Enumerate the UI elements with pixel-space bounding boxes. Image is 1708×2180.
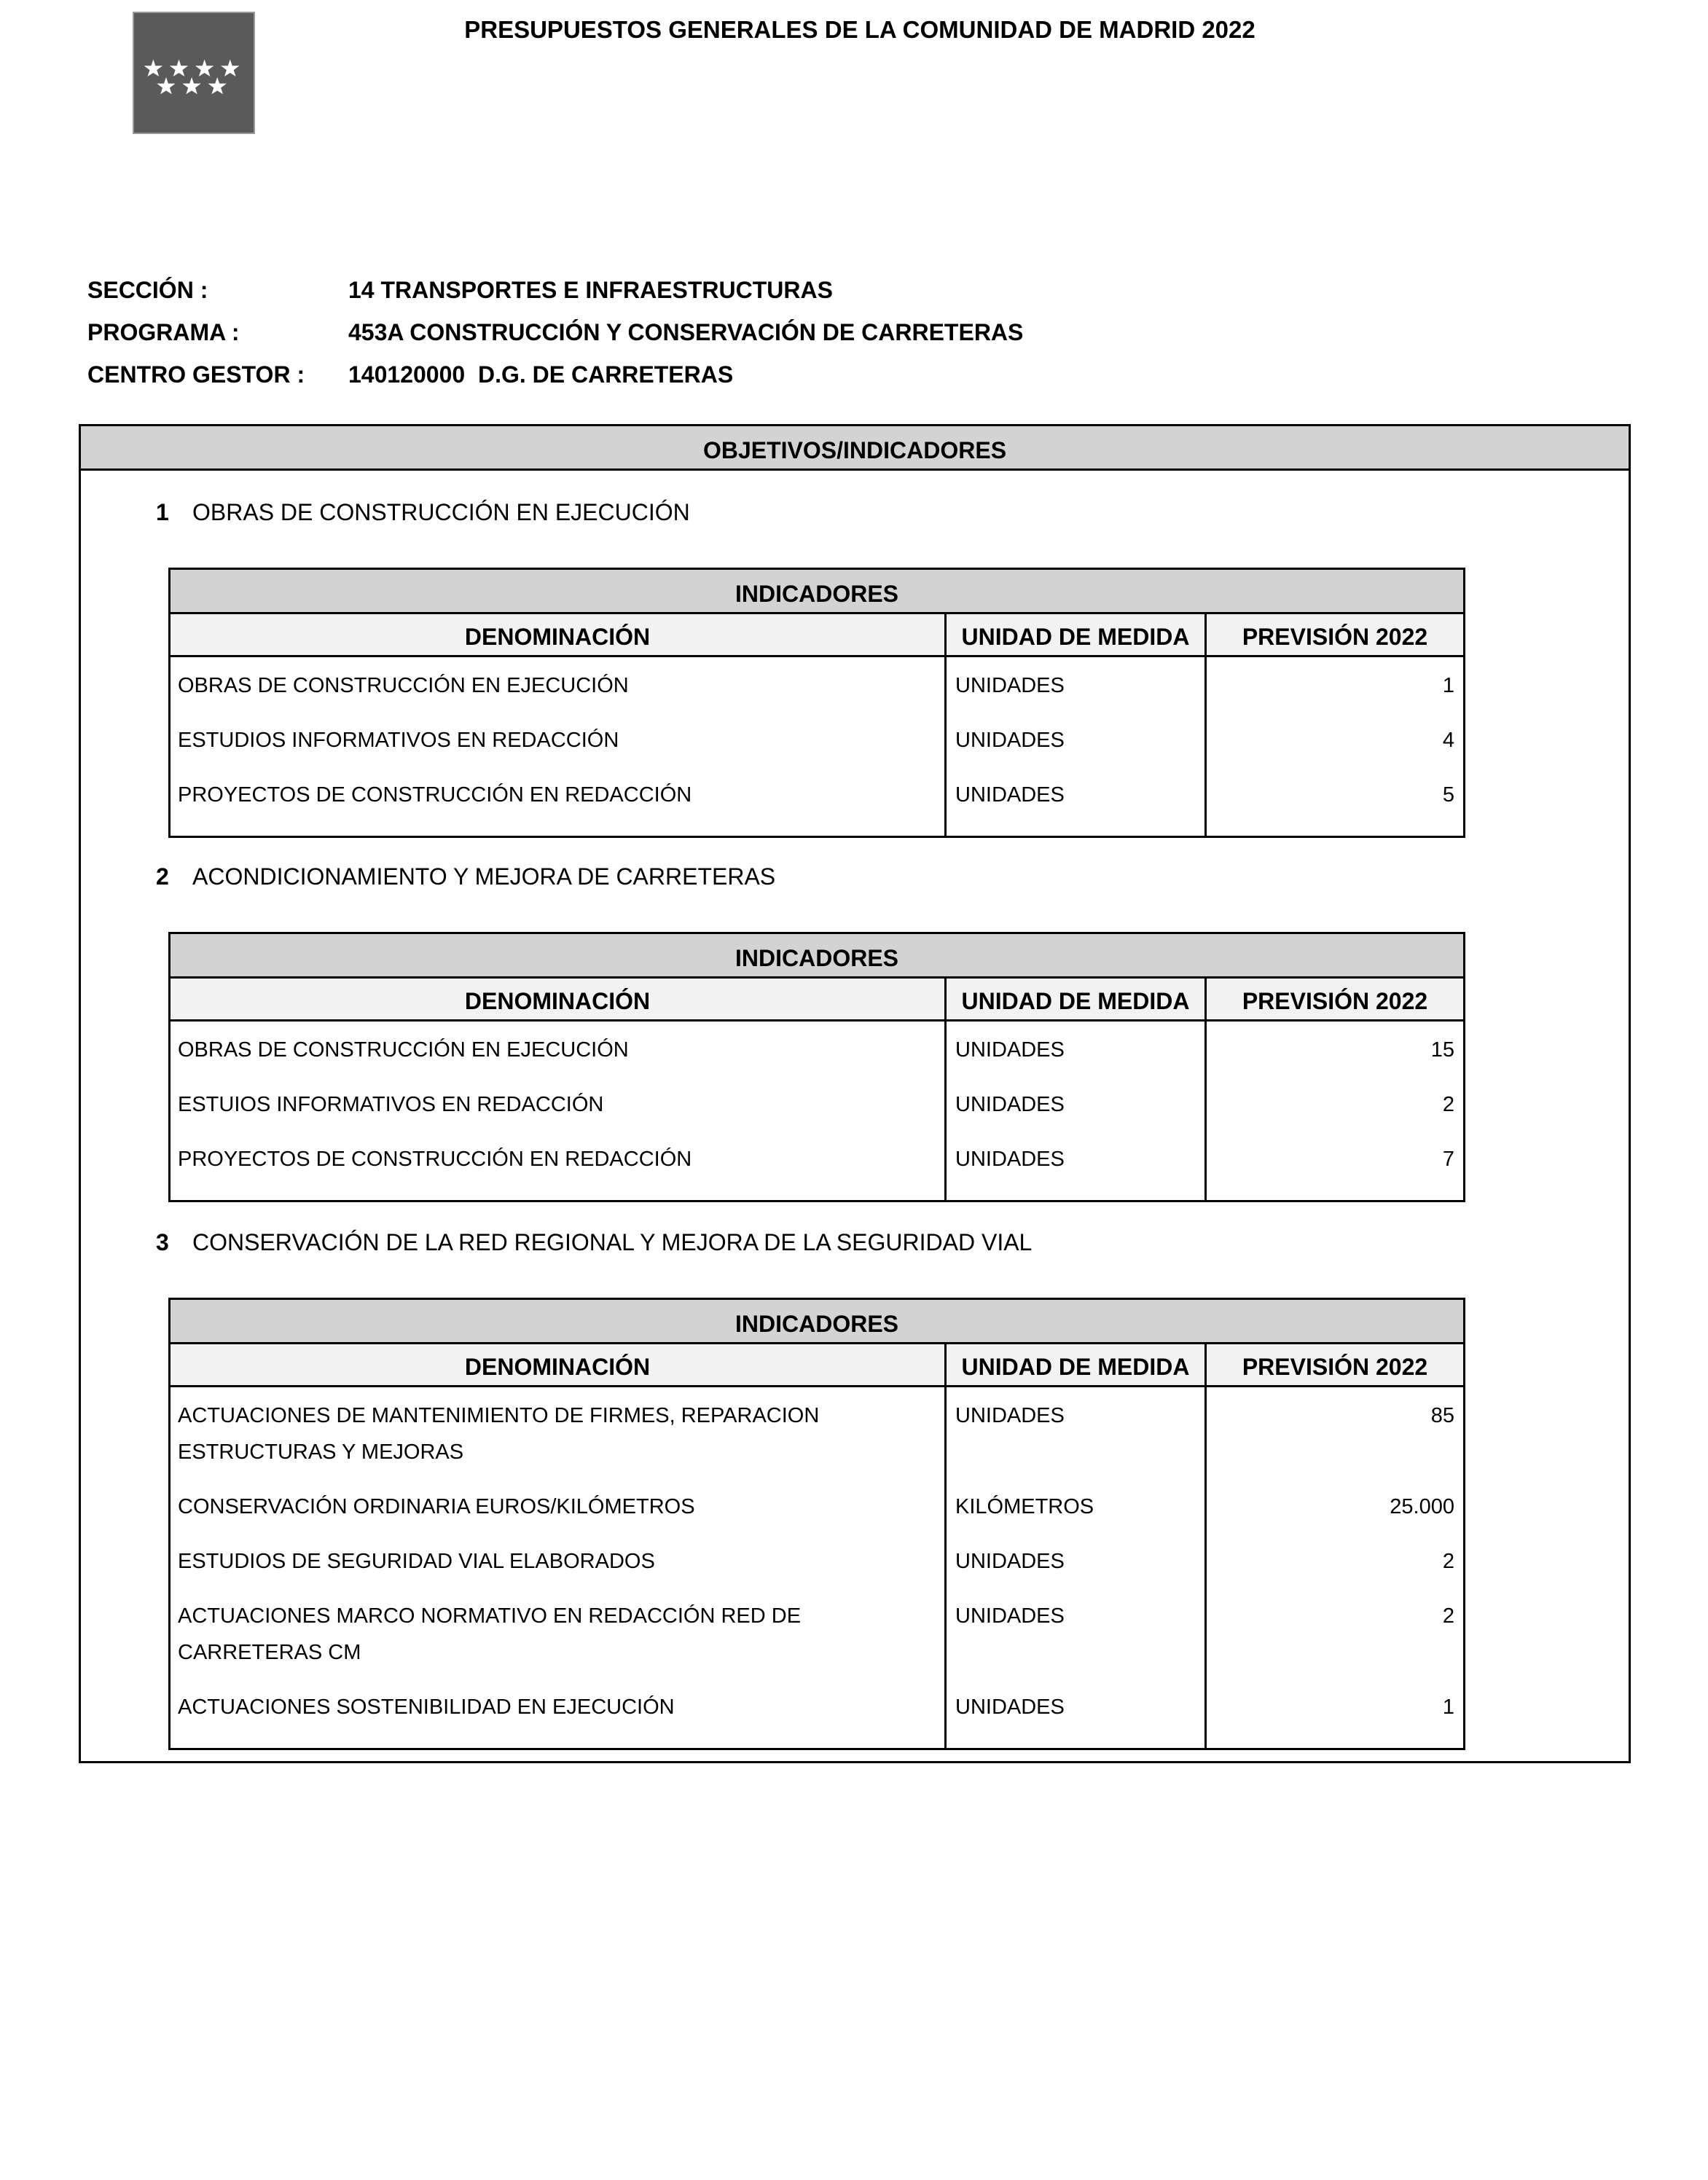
objective-number: 3 [156, 1229, 169, 1255]
table-cell: 4 [1442, 729, 1454, 752]
col-denominacion: DENOMINACIÓN [171, 979, 947, 1019]
denominacion-column [171, 1387, 947, 1748]
centro-gestor-value: 140120000 D.G. DE CARRETERAS [348, 361, 734, 388]
star-icon [182, 77, 200, 94]
objective-number: 2 [156, 863, 169, 890]
table-cell: 7 [1442, 1148, 1454, 1171]
objective-2-title [156, 863, 775, 890]
document-title: PRESUPUESTOS GENERALES DE LA COMUNIDAD DE MADRID 2022 [464, 16, 1255, 43]
objective-title: OBRAS DE CONSTRUCCIÓN EN EJECUCIÓN [192, 499, 690, 525]
objective-title: ACONDICIONAMIENTO Y MEJORA DE CARRETERAS [192, 863, 776, 890]
table-cell: 2 [1442, 1093, 1454, 1116]
prevision-column [1207, 1022, 1463, 1200]
star-icon [157, 77, 175, 94]
table-cell: UNIDADES [955, 1550, 1065, 1573]
table-cell: 25.000 [1390, 1495, 1454, 1518]
objective-3-title [156, 1229, 1032, 1256]
denominacion-column [171, 657, 947, 836]
table-cell: 2 [1442, 1604, 1454, 1628]
indicadores-table-1 [168, 568, 1465, 838]
unidad-column [947, 657, 1207, 836]
table-cell: OBRAS DE CONSTRUCCIÓN EN EJECUCIÓN [178, 674, 629, 697]
table-cell: 15 [1430, 1038, 1454, 1062]
table-cell: UNIDADES [955, 1148, 1065, 1171]
table-cell: 1 [1442, 674, 1454, 697]
unidad-column [947, 1387, 1207, 1748]
col-denominacion: DENOMINACIÓN [171, 614, 947, 655]
table-header-row [171, 614, 1463, 657]
star-icon [221, 59, 239, 76]
col-unidad: UNIDAD DE MEDIDA [947, 614, 1207, 655]
col-denominacion: DENOMINACIÓN [171, 1344, 947, 1385]
table-cell: UNIDADES [955, 1038, 1065, 1062]
indicadores-title: INDICADORES [171, 934, 1463, 979]
denominacion-column [171, 1022, 947, 1200]
table-body [171, 1022, 1463, 1200]
objetivos-box [79, 424, 1631, 1763]
star-icon [144, 59, 162, 76]
col-prevision: PREVISIÓN 2022 [1242, 624, 1428, 650]
table-cell: ACTUACIONES SOSTENIBILIDAD EN EJECUCIÓN [178, 1695, 675, 1719]
table-cell: ESTUIOS INFORMATIVOS EN REDACCIÓN [178, 1093, 604, 1116]
table-cell: CARRETERAS CM [178, 1641, 361, 1664]
star-icon [170, 59, 188, 76]
programa-value: 453A CONSTRUCCIÓN Y CONSERVACIÓN DE CARRETERAS [348, 319, 1024, 345]
centro-gestor-label: CENTRO GESTOR : [87, 361, 305, 388]
table-body [171, 657, 1463, 836]
table-body [171, 1387, 1463, 1748]
table-header-row [171, 1344, 1463, 1387]
table-cell: 1 [1442, 1695, 1454, 1719]
objective-1-title [156, 499, 690, 526]
programa-label: PROGRAMA : [87, 319, 240, 345]
seccion-label: SECCIÓN : [87, 277, 208, 303]
table-header-row [171, 979, 1463, 1022]
star-icon [195, 59, 214, 76]
prevision-column [1207, 1387, 1463, 1748]
table-cell: UNIDADES [955, 674, 1065, 697]
table-cell: 2 [1442, 1550, 1454, 1573]
table-cell: UNIDADES [955, 729, 1065, 752]
indicadores-title: INDICADORES [171, 570, 1463, 614]
table-cell: UNIDADES [955, 1093, 1065, 1116]
table-cell: PROYECTOS DE CONSTRUCCIÓN EN REDACCIÓN [178, 783, 692, 807]
objective-number: 1 [156, 499, 169, 525]
indicadores-table-2 [168, 932, 1465, 1202]
table-cell: CONSERVACIÓN ORDINARIA EUROS/KILÓMETROS [178, 1495, 695, 1518]
seccion-value: 14 TRANSPORTES E INFRAESTRUCTURAS [348, 277, 833, 303]
objetivos-heading: OBJETIVOS/INDICADORES [81, 426, 1629, 471]
objective-title: CONSERVACIÓN DE LA RED REGIONAL Y MEJORA DE LA SEGURIDAD VIAL [192, 1229, 1033, 1255]
table-cell: ACTUACIONES DE MANTENIMIENTO DE FIRMES, REPARACION [178, 1404, 820, 1427]
col-unidad: UNIDAD DE MEDIDA [947, 1344, 1207, 1385]
table-cell: OBRAS DE CONSTRUCCIÓN EN EJECUCIÓN [178, 1038, 629, 1062]
table-cell: ESTUDIOS DE SEGURIDAD VIAL ELABORADOS [178, 1550, 655, 1573]
col-prevision: PREVISIÓN 2022 [1242, 988, 1428, 1014]
indicadores-table-3 [168, 1298, 1465, 1750]
table-cell: UNIDADES [955, 1604, 1065, 1628]
table-cell: ACTUACIONES MARCO NORMATIVO EN REDACCIÓN RED DE [178, 1604, 802, 1628]
table-cell: KILÓMETROS [955, 1495, 1094, 1518]
indicadores-title: INDICADORES [171, 1300, 1463, 1344]
table-cell: ESTRUCTURAS Y MEJORAS [178, 1440, 464, 1464]
table-cell: UNIDADES [955, 1695, 1065, 1719]
stars-icon [134, 13, 254, 133]
prevision-column [1207, 657, 1463, 836]
madrid-logo [133, 12, 255, 134]
unidad-column [947, 1022, 1207, 1200]
star-icon [208, 77, 227, 94]
table-cell: UNIDADES [955, 1404, 1065, 1427]
table-cell: UNIDADES [955, 783, 1065, 807]
table-cell: PROYECTOS DE CONSTRUCCIÓN EN REDACCIÓN [178, 1148, 692, 1171]
col-unidad: UNIDAD DE MEDIDA [947, 979, 1207, 1019]
table-cell: ESTUDIOS INFORMATIVOS EN REDACCIÓN [178, 729, 619, 752]
table-cell: 85 [1430, 1404, 1454, 1427]
col-prevision: PREVISIÓN 2022 [1242, 1354, 1428, 1380]
table-cell: 5 [1442, 783, 1454, 807]
